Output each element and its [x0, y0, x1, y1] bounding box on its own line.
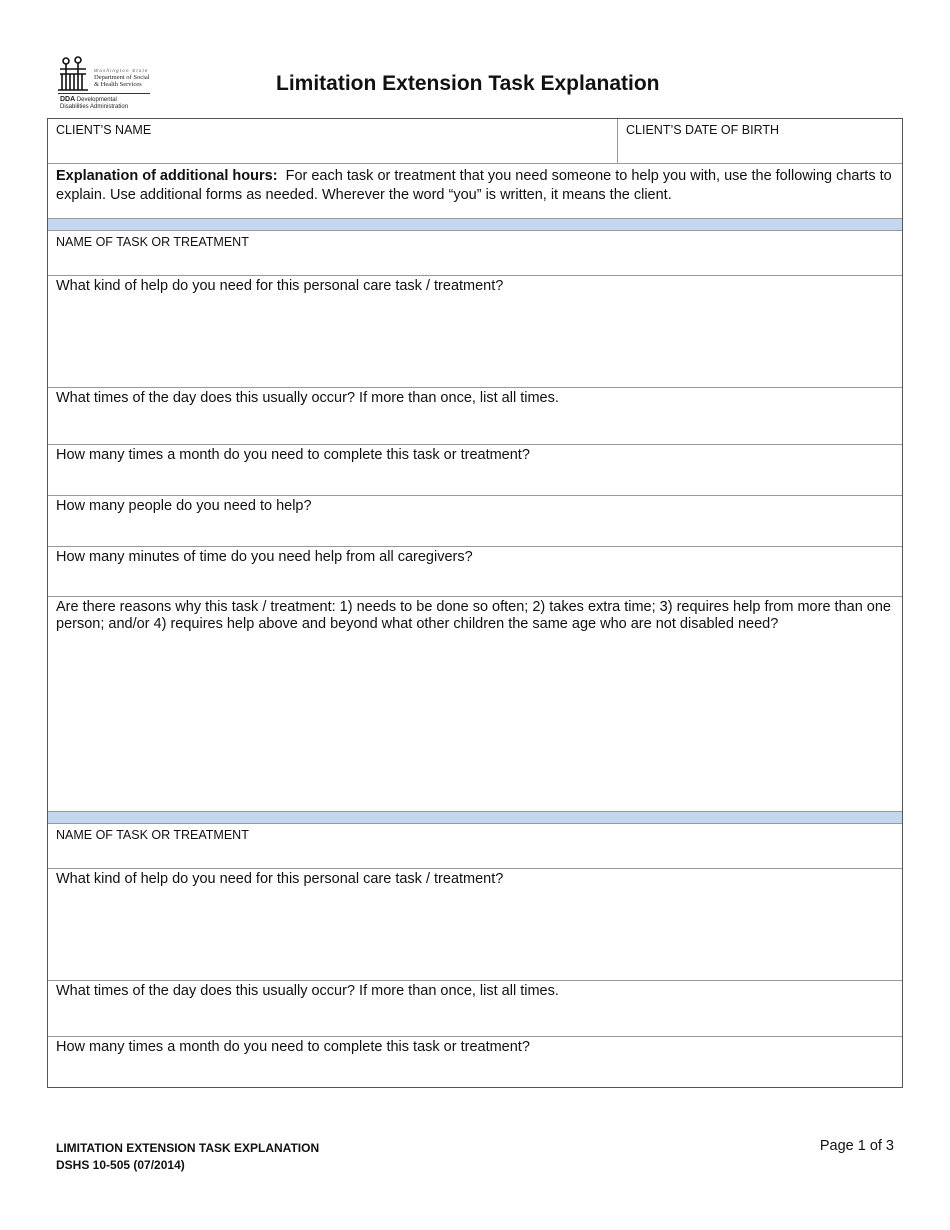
footer-form-title: LIMITATION EXTENSION TASK EXPLANATION — [56, 1141, 320, 1155]
times-of-day-field-2[interactable] — [48, 981, 902, 1037]
people-needed-field-1[interactable] — [48, 496, 902, 547]
question-minutes: How many minutes of time do you need help from all caregivers? — [56, 549, 473, 565]
client-name-label: CLIENT’S NAME — [56, 123, 152, 137]
explanation-heading: Explanation of additional hours: — [56, 168, 278, 184]
task-name-field-1[interactable] — [48, 231, 902, 276]
task-name-field-2[interactable] — [48, 824, 902, 869]
times-per-month-field-1[interactable] — [48, 445, 902, 496]
client-dob-field[interactable] — [618, 119, 902, 163]
question-month: How many times a month do you need to complete this task or treatment? — [56, 447, 530, 463]
times-per-month-field-2[interactable] — [48, 1037, 902, 1088]
explanation-block — [48, 164, 902, 218]
question-times: What times of the day does this usually occur? If more than once, list all times. — [56, 983, 559, 999]
dshs-logo — [56, 56, 156, 114]
question-reasons: Are there reasons why this task / treatment: 1) needs to be done so often; 2) takes extra time; 3) requires help from more than one person; and/or 4) requires help above and beyond what other children the same age who are not disabled need? — [56, 599, 891, 632]
help-needed-field-1[interactable] — [48, 276, 902, 388]
client-name-field[interactable] — [48, 119, 618, 163]
logo-state: Washington State — [94, 68, 149, 73]
minutes-needed-field-1[interactable] — [48, 547, 902, 597]
footer-form-number: DSHS 10-505 (07/2014) — [56, 1158, 185, 1172]
section-divider-band — [48, 218, 902, 231]
task-explanation-form — [47, 118, 903, 1088]
page-title: Limitation Extension Task Explanation — [276, 72, 660, 95]
client-dob-label: CLIENT’S DATE OF BIRTH — [626, 123, 780, 137]
task-name-label: NAME OF TASK OR TREATMENT — [56, 828, 249, 842]
question-times: What times of the day does this usually occur? If more than once, list all times. — [56, 390, 559, 406]
explanation-text: For each task or treatment that you need someone to help you with, use the following charts to explain. Use additional forms as needed. Wherever the word “you” is written, it means the client. — [56, 168, 892, 203]
question-people: How many people do you need to help? — [56, 498, 312, 514]
page-number: Page 1 of 3 — [819, 1138, 894, 1154]
question-help: What kind of help do you need for this personal care task / treatment? — [56, 871, 504, 887]
times-of-day-field-1[interactable] — [48, 388, 902, 445]
question-month: How many times a month do you need to complete this task or treatment? — [56, 1039, 530, 1055]
task-name-label: NAME OF TASK OR TREATMENT — [56, 235, 249, 249]
client-info-row — [48, 119, 902, 164]
logo-dda: DDA Developmental Disabilities Administration — [60, 96, 129, 110]
dshs-emblem-icon — [56, 56, 90, 92]
question-help: What kind of help do you need for this personal care task / treatment? — [56, 278, 504, 294]
form-footer — [56, 1140, 319, 1174]
section-divider-band — [48, 811, 902, 824]
logo-agency: Department of Social & Health Services — [94, 74, 150, 88]
reasons-field-1[interactable] — [48, 597, 902, 811]
logo-divider — [58, 93, 150, 94]
help-needed-field-2[interactable] — [48, 869, 902, 981]
